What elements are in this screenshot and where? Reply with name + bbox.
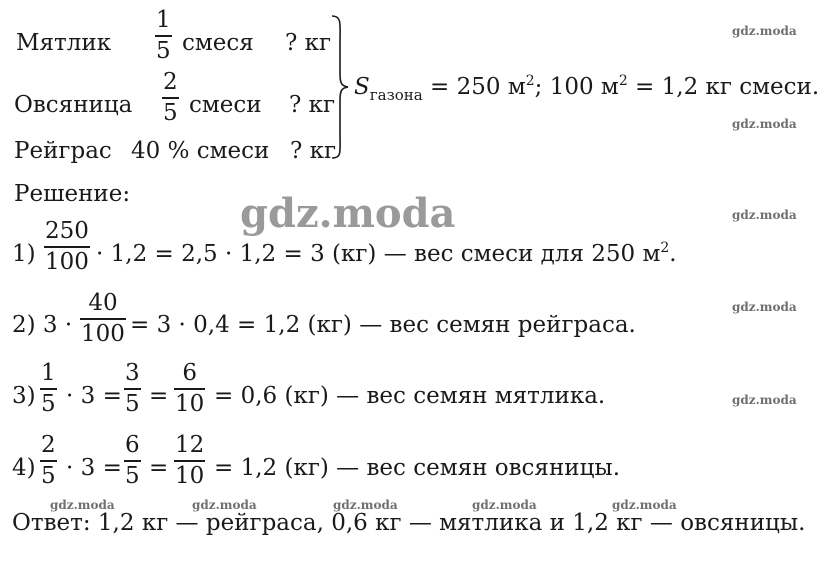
step-number: 3): [12, 383, 36, 409]
unknown-kg: ? кг: [289, 92, 336, 118]
watermark: gdz.moda: [732, 208, 797, 222]
fraction: 6 10: [175, 360, 205, 417]
curly-brace: [328, 14, 352, 160]
area-symbol: S: [354, 74, 370, 100]
step-lead: 2) 3 ·: [12, 312, 73, 338]
unknown-kg: ? кг: [290, 138, 337, 164]
watermark-logo: gdz.moda: [240, 190, 456, 237]
fraction: 2 5: [41, 432, 56, 489]
fraction: 1 5: [156, 7, 171, 64]
step-text: · 1,2 = 2,5 · 1,2 = 3 (кг) — вес смеси для 250 $м^2$.: [96, 240, 677, 267]
solution-label: Решение:: [14, 181, 131, 207]
fraction: 1 5: [41, 360, 56, 417]
watermark: gdz.moda: [612, 498, 677, 512]
fraction: 2 5: [163, 69, 178, 126]
plant-name: Рейграс: [14, 138, 112, 164]
answer-line: Ответ: 1,2 кг — рейграса, 0,6 кг — мятлика и 1,2 кг — овсяницы.: [12, 510, 806, 536]
mix-word: 40 % смеси: [131, 138, 270, 164]
plant-name: Мятлик: [16, 30, 112, 56]
unknown-kg: ? кг: [285, 30, 332, 56]
step-number: 4): [12, 455, 36, 481]
watermark: gdz.moda: [472, 498, 537, 512]
watermark: gdz.moda: [192, 498, 257, 512]
watermark: gdz.moda: [732, 117, 797, 131]
watermark: gdz.moda: [333, 498, 398, 512]
watermark: gdz.moda: [732, 24, 797, 38]
fraction: 3 5: [125, 360, 140, 417]
area-subscript: газона: [369, 86, 423, 104]
step-text: = 0,6 (кг) — вес семян мятлика.: [214, 383, 606, 409]
watermark: gdz.moda: [732, 300, 797, 314]
fraction: 40 100: [81, 290, 125, 347]
step-number: 1): [12, 241, 36, 267]
fraction: 12 10: [175, 432, 205, 489]
watermark: gdz.moda: [50, 498, 115, 512]
fraction: 250 100: [45, 218, 89, 275]
step-text: = 3 · 0,4 = 1,2 (кг) — вес семян рейграса.: [130, 312, 636, 338]
mix-word: смеси: [189, 92, 262, 118]
step-text: = 1,2 (кг) — вес семян овсяницы.: [214, 455, 621, 481]
fraction: 6 5: [125, 432, 140, 489]
watermark: gdz.moda: [732, 393, 797, 407]
plant-name: Овсяница: [14, 92, 133, 118]
mix-word: смеся: [182, 30, 254, 56]
